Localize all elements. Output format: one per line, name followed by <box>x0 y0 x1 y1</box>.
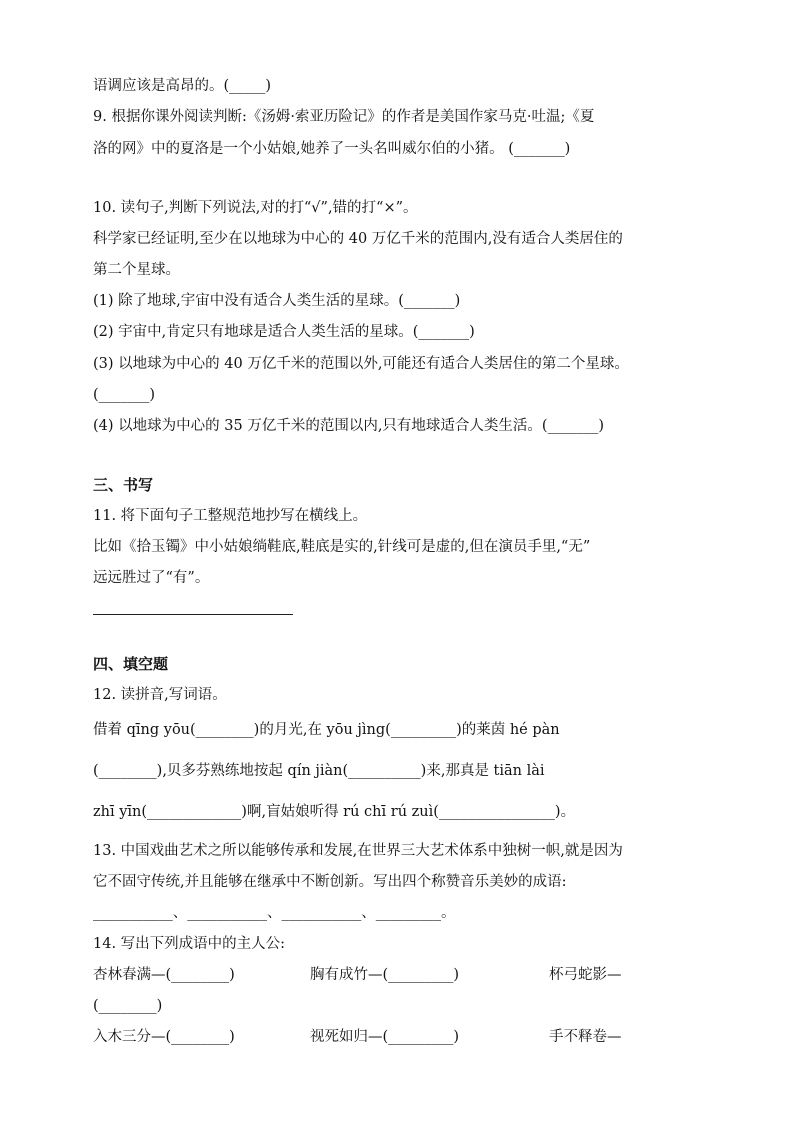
q14-idiom-4: 入木三分—(________) <box>93 1029 235 1045</box>
q9-line2: 洛的网》中的夏洛是一个小姑娘,她养了一头名叫威尔伯的小猪。 (_______) <box>93 141 571 157</box>
q14-idiom-3-blank: (________) <box>93 998 163 1014</box>
q8-tail: 语调应该是高昂的。(_____) <box>93 78 272 94</box>
q10-option-3-blank: (_______) <box>93 387 156 403</box>
q11-writing-line[interactable] <box>93 614 293 615</box>
q11-sentence-line2: 远远胜过了“有”。 <box>93 570 210 586</box>
q14-idiom-2: 胸有成竹—(_________) <box>310 967 460 983</box>
section-3-heading: 三、书写 <box>93 476 154 494</box>
q9-line1: 9. 根据你课外阅读判断:《汤姆·索亚历险记》的作者是美国作家马克·吐温;《夏 <box>93 109 595 125</box>
q14-idiom-6: 手不释卷— <box>549 1029 622 1045</box>
q12-line2: (________),贝多芬熟练地按起 qín jiàn(__________)来,那真是 tiān lài <box>93 763 545 779</box>
q10-option-1: (1) 除了地球,宇宙中没有适合人类生活的星球。(_______) <box>93 293 461 309</box>
q10-title: 10. 读句子,判断下列说法,对的打“√”,错的打“×”。 <box>93 200 418 216</box>
q14-idiom-1: 杏林春满—(________) <box>93 967 235 983</box>
q10-option-3: (3) 以地球为中心的 40 万亿千米的范围以外,可能还有适合人类居住的第二个星球。 <box>93 356 629 372</box>
q13-line2: 它不固守传统,并且能够在继承中不断创新。写出四个称赞音乐美妙的成语: <box>93 874 567 890</box>
q10-passage-line1: 科学家已经证明,至少在以地球为中心的 40 万亿千米的范围内,没有适合人类居住的 <box>93 231 623 247</box>
q11-sentence-line1: 比如《拾玉镯》中小姑娘绱鞋底,鞋底是实的,针线可是虚的,但在演员手里,“无” <box>93 539 591 555</box>
q13-answer-blanks: ___________、___________、___________、_________。 <box>93 905 456 921</box>
q12-line1: 借着 qīng yōu(________)的月光,在 yōu jìng(_________)的莱茵 hé pàn <box>93 722 560 738</box>
q14-idiom-3: 杯弓蛇影— <box>549 967 622 983</box>
q12-line3: zhī yīn(_____________)啊,盲姑娘听得 rú chī rú zuì(________________)。 <box>93 804 576 820</box>
q14-idiom-5: 视死如归—(_________) <box>310 1029 460 1045</box>
q10-passage-line2: 第二个星球。 <box>93 262 180 278</box>
q10-option-4: (4) 以地球为中心的 35 万亿千米的范围以内,只有地球适合人类生活。(_______) <box>93 418 604 434</box>
q13-line1: 13. 中国戏曲艺术之所以能够传承和发展,在世界三大艺术体系中独树一帜,就是因为 <box>93 843 623 859</box>
q11-title: 11. 将下面句子工整规范地抄写在横线上。 <box>93 508 368 524</box>
q10-option-2: (2) 宇宙中,肯定只有地球是适合人类生活的星球。(_______) <box>93 324 475 340</box>
q12-title: 12. 读拼音,写词语。 <box>93 687 227 703</box>
section-4-heading: 四、填空题 <box>93 655 169 673</box>
q14-title: 14. 写出下列成语中的主人公: <box>93 936 286 952</box>
